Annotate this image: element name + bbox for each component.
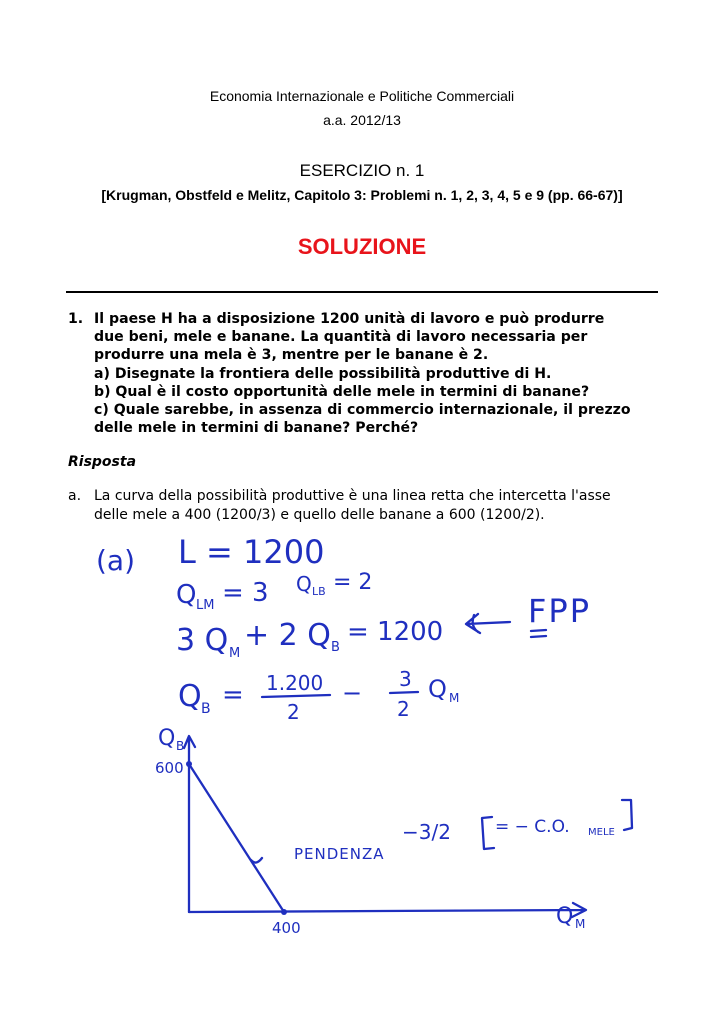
constraint-lhs: 3 Q <box>176 623 229 658</box>
solution-heading: SOLUZIONE <box>297 234 427 259</box>
right-bracket <box>622 800 632 830</box>
fpp-label: FPP <box>528 592 591 630</box>
answer-heading: Risposta <box>68 454 137 470</box>
constraint-rhs: = 1200 <box>347 617 444 647</box>
y-intercept-point <box>186 761 192 767</box>
problem-line: produrre una mela è 3, mentre per le banane è 2. <box>94 347 489 364</box>
qlb-value: = 2 <box>333 570 373 595</box>
fraction-denominator-1: 2 <box>287 700 300 724</box>
qlm-subscript: LM <box>196 598 215 613</box>
course-title: Economia Internazionale e Politiche Commerciali <box>209 88 515 104</box>
x-axis-label: Q <box>556 904 574 929</box>
qlb-symbol: Q <box>296 572 312 596</box>
x-intercept-point <box>281 909 287 915</box>
slope-marker <box>251 858 262 863</box>
fraction-bar-2 <box>390 692 418 693</box>
answer-line: delle mele a 400 (1200/3) e quello delle banane a 600 (1200/2). <box>94 507 545 523</box>
qb-symbol: Q <box>178 679 202 714</box>
y-tick-label: 600 <box>155 759 184 777</box>
x-axis-subscript: M <box>575 917 586 931</box>
qm-subscript: M <box>449 691 460 705</box>
x-tick-label: 400 <box>272 919 301 937</box>
qlm-symbol: Q <box>176 580 197 610</box>
fpp-underline <box>531 630 546 637</box>
qm-symbol: Q <box>428 675 447 703</box>
x-axis <box>189 903 586 917</box>
problem-line: b) Qual è il costo opportunità delle mele in termini di banane? <box>94 383 590 400</box>
slope-annotation: PENDENZA <box>294 845 385 863</box>
left-bracket <box>482 817 494 849</box>
fraction-bar-1 <box>262 695 330 697</box>
textbook-reference: [Krugman, Obstfeld e Melitz, Capitolo 3: Problemi n. 1, 2, 3, 4, 5 e 9 (pp. 66-67)] <box>101 187 623 203</box>
labor-equation: L = 1200 <box>178 533 325 571</box>
arrow-icon <box>466 614 510 633</box>
ppf-line <box>189 764 284 912</box>
fraction-numerator-1: 1.200 <box>266 671 324 695</box>
problem-number: 1. <box>68 311 84 327</box>
ppf-graph <box>155 726 632 937</box>
problem-line: a) Disegnate la frontiera delle possibilità produttive di H. <box>94 365 552 382</box>
problem-line: delle mele in termini di banane? Perché? <box>94 420 419 437</box>
fraction-numerator-2: 3 <box>399 667 412 691</box>
y-axis-label: Q <box>158 726 176 751</box>
problem-line: due beni, mele e banane. La quantità di lavoro necessaria per <box>94 329 588 346</box>
slope-value: −3/2 <box>402 820 451 844</box>
constraint-mid: + 2 Q <box>244 618 331 653</box>
problem-line: Il paese H ha a disposizione 1200 unità di lavoro e può produrre <box>94 311 605 327</box>
constraint-sub-m: M <box>229 646 241 661</box>
exercise-title: ESERCIZIO n. 1 <box>299 161 425 180</box>
y-axis-subscript: B <box>176 739 185 753</box>
answer-line: La curva della possibilità produttive è una linea retta che intercetta l'asse <box>94 488 611 504</box>
opportunity-cost-text: = − C.O. <box>495 817 570 837</box>
constraint-sub-b: B <box>331 640 340 655</box>
academic-year: a.a. 2012/13 <box>323 112 401 128</box>
problem-line: c) Quale sarebbe, in assenza di commercio internazionale, il prezzo <box>94 402 631 419</box>
part-label: (a) <box>96 544 136 577</box>
qlm-value: = 3 <box>222 578 269 608</box>
qb-subscript: B <box>201 701 211 717</box>
answer-label: a. <box>68 488 82 504</box>
qlb-subscript: LB <box>312 585 326 598</box>
fraction-denominator-2: 2 <box>397 697 410 721</box>
minus-sign: − <box>342 679 363 707</box>
opportunity-cost-subscript: MELE <box>588 827 615 838</box>
equals-sign: = <box>222 680 244 710</box>
